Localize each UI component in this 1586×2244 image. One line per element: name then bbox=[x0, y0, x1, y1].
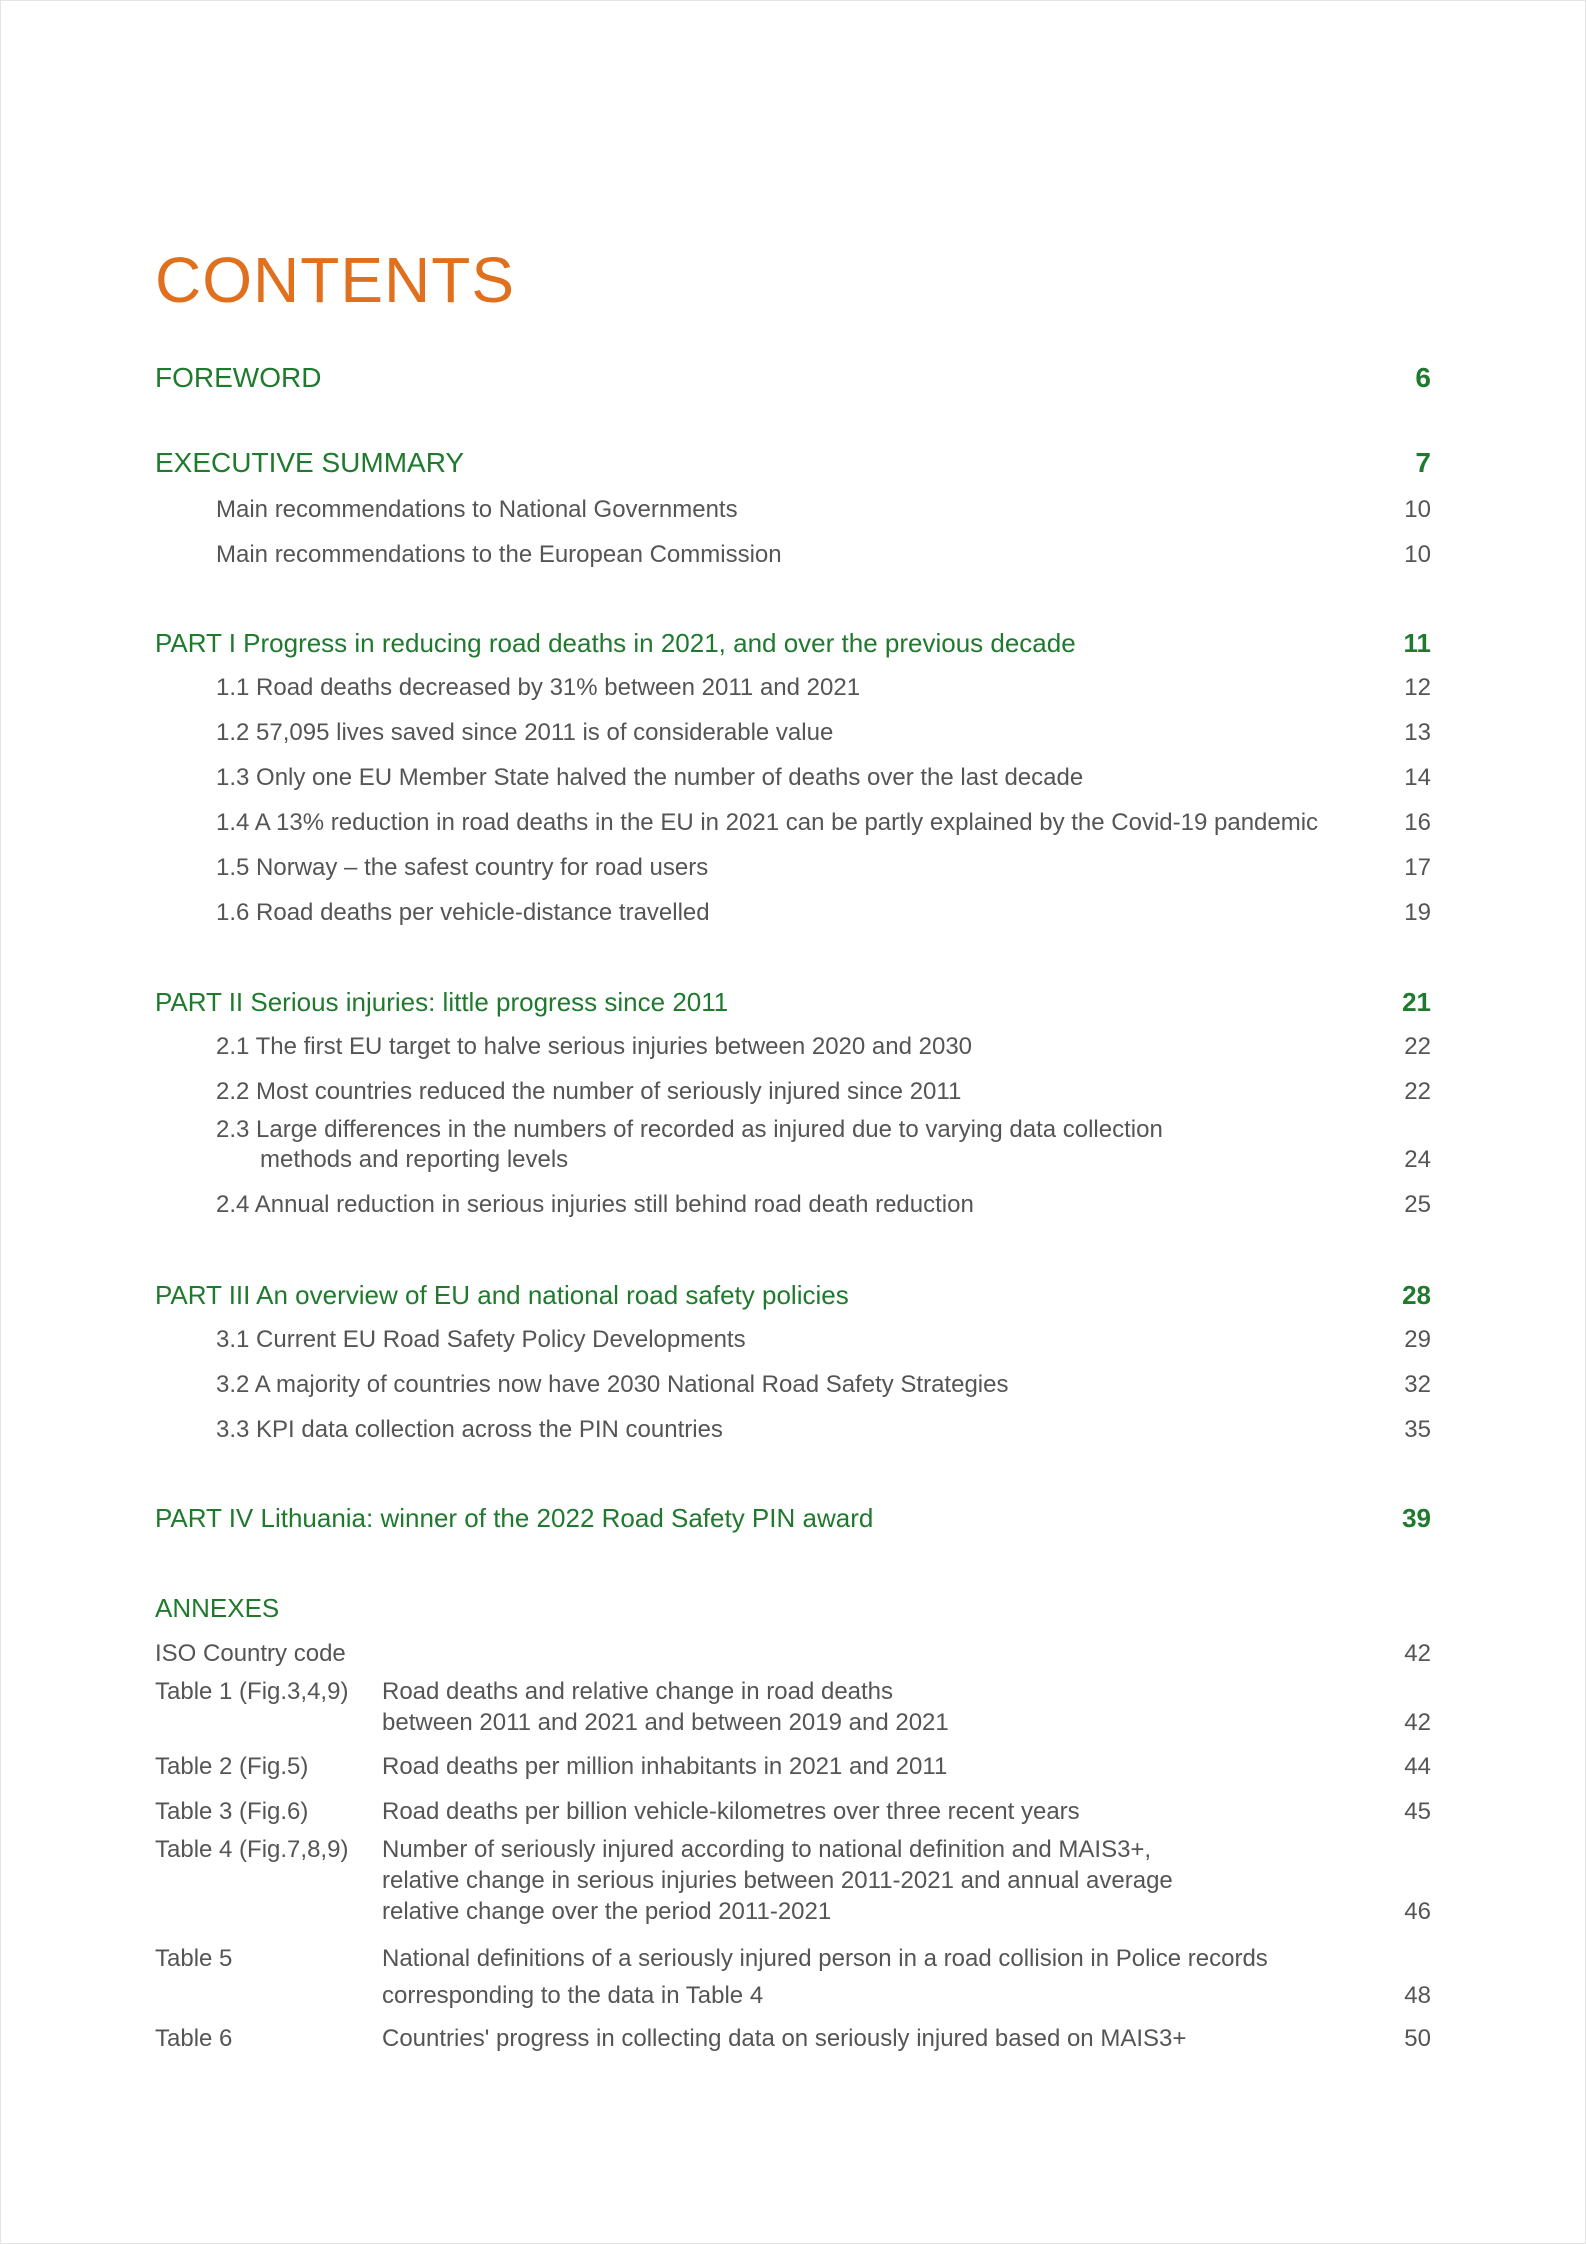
toc-page-number: 22 bbox=[1404, 1033, 1431, 1060]
toc-subentry[interactable] bbox=[216, 1185, 1431, 1225]
toc-entry-label bbox=[382, 1940, 1371, 2014]
toc-entry-label: Countries' progress in collecting data on seriously injured based on MAIS3+ bbox=[382, 2024, 1187, 2052]
toc-annex-table[interactable] bbox=[155, 1791, 1431, 1831]
toc-annexes-heading: ANNEXES bbox=[155, 1592, 280, 1623]
toc-page-number: 22 bbox=[1404, 1078, 1431, 1105]
toc-subentry[interactable] bbox=[216, 1072, 1431, 1112]
toc-entry-label: 2.4 Annual reduction in serious injuries still behind road death reduction bbox=[216, 1191, 974, 1218]
toc-page-number: 21 bbox=[1402, 986, 1431, 1017]
toc-subentry[interactable] bbox=[216, 668, 1431, 708]
toc-table-ref: Table 1 (Fig.3,4,9) bbox=[155, 1678, 349, 1705]
toc-entry-label bbox=[382, 1676, 1371, 1738]
toc-entry-line: Road deaths and relative change in road deaths bbox=[382, 1678, 894, 1705]
toc-entry-label: 1.1 Road deaths decreased by 31% between 2011 and 2021 bbox=[216, 674, 861, 701]
toc-page-number: 17 bbox=[1404, 854, 1431, 881]
toc-entry-label: PART I Progress in reducing road deaths in 2021, and over the previous decade bbox=[155, 627, 1076, 658]
toc-page-number: 10 bbox=[1404, 541, 1431, 568]
page-title: CONTENTS bbox=[155, 244, 515, 316]
toc-table-ref: Table 6 bbox=[155, 2024, 233, 2052]
toc-page-number: 24 bbox=[1404, 1146, 1431, 1173]
toc-entry-label: PART III An overview of EU and national road safety policies bbox=[155, 1279, 849, 1310]
toc-annex-table[interactable] bbox=[155, 1746, 1431, 1786]
toc-part-1[interactable] bbox=[155, 623, 1431, 663]
toc-entry-label: Main recommendations to the European Commission bbox=[216, 541, 782, 568]
toc-entry-line: National definitions of a seriously injured person in a road collision in Police records bbox=[382, 1945, 1268, 1972]
toc-page-number: 29 bbox=[1404, 1326, 1431, 1353]
toc-entry-line: 2.3 Large differences in the numbers of recorded as injured due to varying data collection bbox=[216, 1116, 1163, 1143]
toc-page-number: 19 bbox=[1404, 899, 1431, 926]
toc-page-number: 7 bbox=[1415, 447, 1431, 478]
toc-entry-line: relative change in serious injuries between 2011-2021 and annual average bbox=[382, 1867, 1173, 1894]
toc-page-number: 42 bbox=[1404, 1709, 1431, 1736]
toc-subentry[interactable] bbox=[216, 803, 1431, 843]
toc-page-number: 35 bbox=[1404, 1416, 1431, 1443]
toc-page-number: 12 bbox=[1404, 674, 1431, 701]
toc-page-number: 25 bbox=[1404, 1191, 1431, 1218]
toc-subentry[interactable] bbox=[216, 1115, 1431, 1175]
toc-entry-line: between 2011 and 2021 and between 2019 and 2021 bbox=[382, 1709, 949, 1736]
toc-page-number: 32 bbox=[1404, 1371, 1431, 1398]
toc-entry-label: PART IV Lithuania: winner of the 2022 Road Safety PIN award bbox=[155, 1502, 874, 1533]
toc-subentry[interactable] bbox=[216, 1320, 1431, 1360]
toc-table-ref: Table 5 bbox=[155, 1945, 233, 1972]
toc-subentry[interactable] bbox=[216, 1365, 1431, 1405]
toc-entry-line: corresponding to the data in Table 4 bbox=[382, 1982, 764, 2009]
toc-subentry[interactable] bbox=[216, 713, 1431, 753]
toc-entry-label: EXECUTIVE SUMMARY bbox=[155, 447, 465, 478]
toc-entry-label: Road deaths per billion vehicle-kilometres over three recent years bbox=[382, 1797, 1080, 1825]
toc-subentry[interactable] bbox=[216, 893, 1431, 933]
toc-entry-label: 3.1 Current EU Road Safety Policy Developments bbox=[216, 1326, 746, 1353]
toc-entry-label: 3.2 A majority of countries now have 2030 National Road Safety Strategies bbox=[216, 1371, 1009, 1398]
toc-page-number: 48 bbox=[1404, 1982, 1431, 2009]
toc-entry-label: FOREWORD bbox=[155, 362, 322, 393]
toc-annex-table[interactable] bbox=[155, 2018, 1431, 2058]
toc-annex-table[interactable] bbox=[155, 1834, 1431, 1927]
toc-foreword[interactable] bbox=[155, 358, 1431, 398]
toc-annex-table[interactable] bbox=[155, 1940, 1431, 2014]
toc-entry-label: Road deaths per million inhabitants in 2021 and 2011 bbox=[382, 1752, 948, 1780]
toc-entry-label: 2.1 The first EU target to halve serious injuries between 2020 and 2030 bbox=[216, 1033, 973, 1060]
toc-page-number: 6 bbox=[1415, 362, 1431, 393]
toc-page-number: 44 bbox=[1404, 1752, 1431, 1780]
toc-page-number: 14 bbox=[1404, 764, 1431, 791]
toc-table-ref: Table 4 (Fig.7,8,9) bbox=[155, 1836, 349, 1863]
toc-entry-label: 1.2 57,095 lives saved since 2011 is of considerable value bbox=[216, 719, 834, 746]
toc-page-number: 13 bbox=[1404, 719, 1431, 746]
toc-entry-label: 1.6 Road deaths per vehicle-distance travelled bbox=[216, 899, 710, 926]
toc-annex-iso[interactable] bbox=[155, 1633, 1431, 1673]
toc-entry-label: 3.3 KPI data collection across the PIN countries bbox=[216, 1416, 723, 1443]
toc-page-number: 42 bbox=[1404, 1639, 1431, 1667]
toc-subentry[interactable] bbox=[216, 758, 1431, 798]
toc-page-number: 39 bbox=[1402, 1502, 1431, 1533]
toc-entry-label: PART II Serious injuries: little progress since 2011 bbox=[155, 986, 729, 1017]
toc-page-number: 11 bbox=[1403, 627, 1431, 658]
toc-executive-summary[interactable] bbox=[155, 443, 1431, 483]
toc-page-number: 45 bbox=[1404, 1797, 1431, 1825]
toc-entry-label: 1.4 A 13% reduction in road deaths in the EU in 2021 can be partly explained by the Covid-19 pandemic bbox=[216, 809, 1319, 836]
toc-table-ref: Table 2 (Fig.5) bbox=[155, 1752, 309, 1780]
toc-entry-label bbox=[216, 1115, 1163, 1175]
toc-subentry[interactable] bbox=[216, 535, 1431, 575]
toc-page-number: 16 bbox=[1404, 809, 1431, 836]
toc-part-3[interactable] bbox=[155, 1275, 1431, 1315]
toc-entry-label bbox=[382, 1834, 1371, 1927]
toc-entry-line: Number of seriously injured according to national definition and MAIS3+, bbox=[382, 1836, 1152, 1863]
toc-annex-table[interactable] bbox=[155, 1676, 1431, 1738]
toc-page-number: 50 bbox=[1404, 2024, 1431, 2052]
toc-entry-label: ISO Country code bbox=[155, 1639, 346, 1667]
toc-subentry[interactable] bbox=[216, 848, 1431, 888]
toc-entry-label: 2.2 Most countries reduced the number of seriously injured since 2011 bbox=[216, 1078, 962, 1105]
toc-part-4[interactable] bbox=[155, 1498, 1431, 1538]
toc-table-ref: Table 3 (Fig.6) bbox=[155, 1797, 309, 1825]
toc-entry-line: methods and reporting levels bbox=[260, 1146, 569, 1173]
toc-part-2[interactable] bbox=[155, 982, 1431, 1022]
toc-subentry[interactable] bbox=[216, 1410, 1431, 1450]
toc-entry-label: Main recommendations to National Governments bbox=[216, 496, 738, 523]
toc-subentry[interactable] bbox=[216, 1027, 1431, 1067]
toc-page-number: 10 bbox=[1404, 496, 1431, 523]
toc-entry-label: 1.3 Only one EU Member State halved the number of deaths over the last decade bbox=[216, 764, 1084, 791]
toc-entry-line: relative change over the period 2011-2021 bbox=[382, 1898, 832, 1925]
toc-page-number: 28 bbox=[1402, 1279, 1431, 1310]
toc-subentry[interactable] bbox=[216, 490, 1431, 530]
toc-entry-label: 1.5 Norway – the safest country for road users bbox=[216, 854, 709, 881]
toc-page-number: 46 bbox=[1404, 1898, 1431, 1925]
